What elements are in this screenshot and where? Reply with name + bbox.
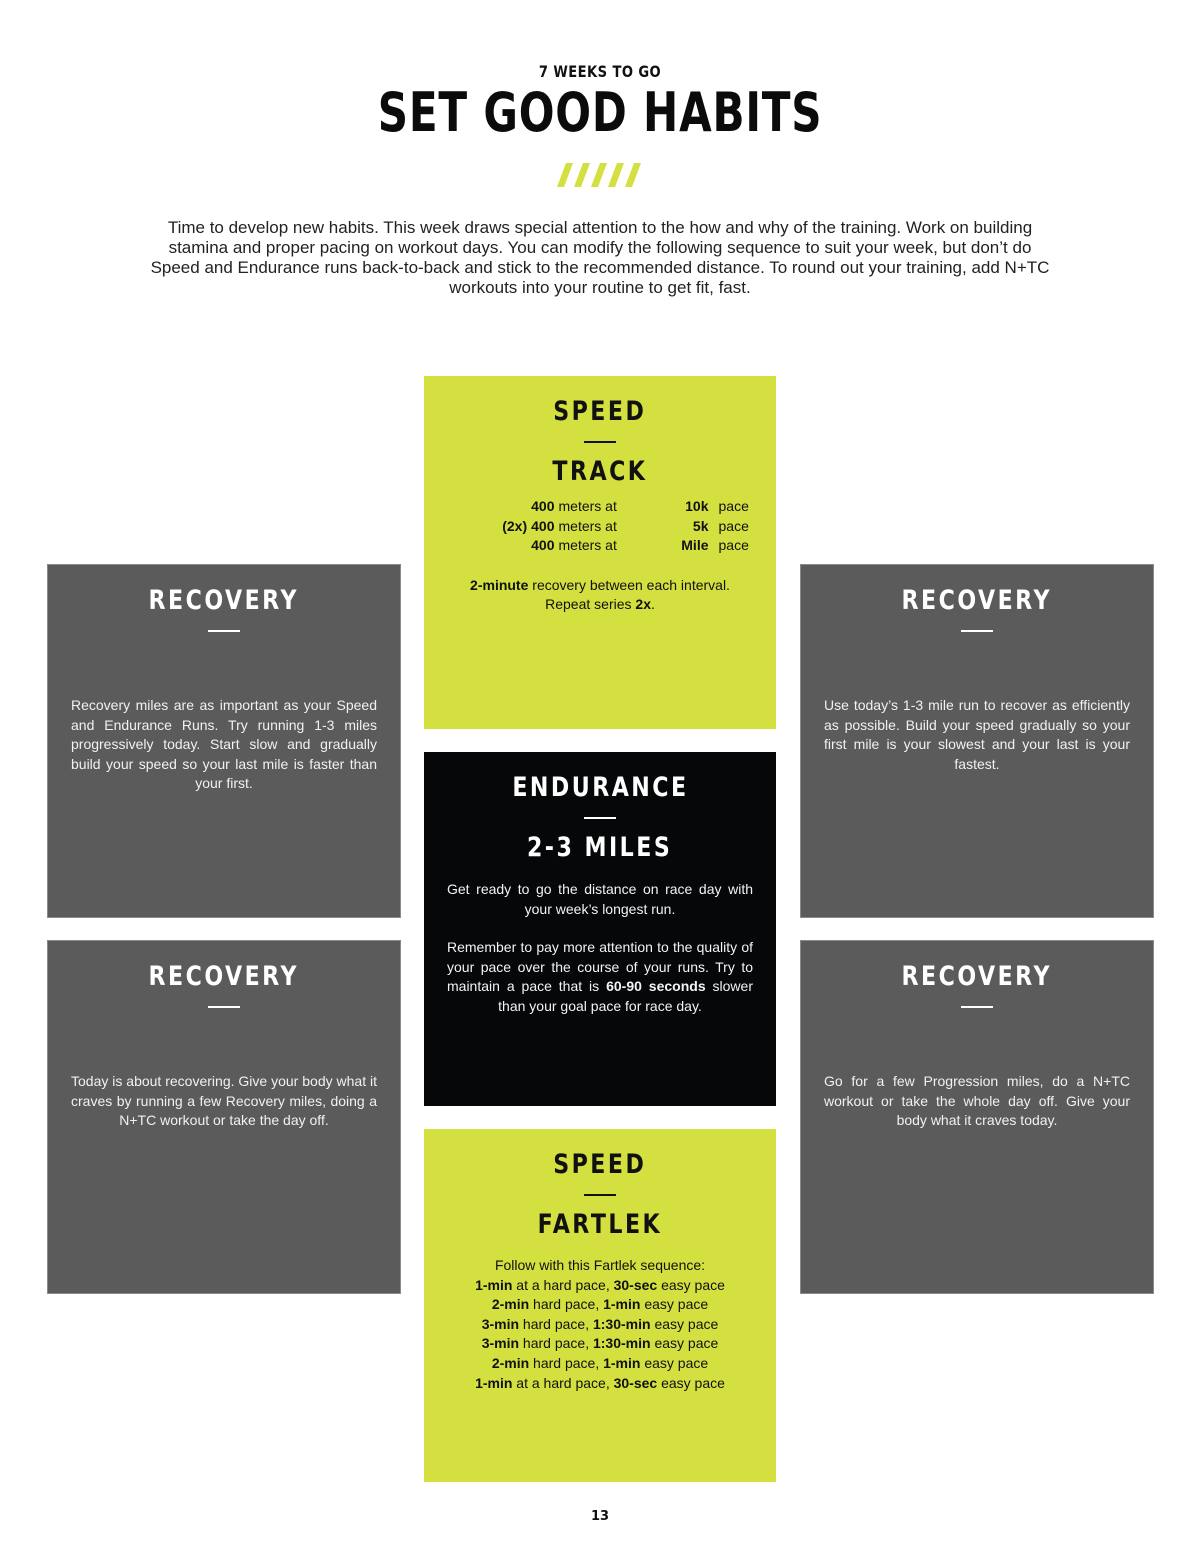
recovery-text: Recovery miles are as important as your Speed and Endurance Runs. Try running 1-3 miles progressively today. Start slow and gradually build your speed so your last mile is faster than your first. bbox=[71, 697, 377, 792]
track-intervals-table bbox=[451, 497, 749, 556]
speed-fartlek-card bbox=[424, 1129, 776, 1482]
divider bbox=[584, 441, 616, 443]
fartlek-step: 3-min hard pace, 1:30-min easy pace bbox=[481, 1335, 719, 1352]
divider bbox=[208, 1006, 240, 1008]
recovery-heading: RECOVERY bbox=[901, 961, 1053, 992]
divider bbox=[584, 817, 616, 819]
fartlek-step: 3-min hard pace, 1:30-min easy pace bbox=[481, 1315, 719, 1332]
recovery-heading: RECOVERY bbox=[901, 585, 1053, 616]
recovery-text: Use today’s 1-3 mile run to recover as efficiently as possible. Build your speed gradually so your first mile is your slowest and your last is your fastest. bbox=[824, 697, 1130, 772]
interval-row: (2x) 400 meters at 5k pace bbox=[502, 517, 749, 534]
divider bbox=[961, 630, 993, 632]
interval-row: 400 meters at Mile pace bbox=[531, 537, 749, 554]
recovery-card-top-right bbox=[800, 564, 1154, 918]
endurance-text-2: Remember to pay more attention to the quality of your pace over the course of your runs. Try to maintain a pace that is 60-90 seconds slower than your goal pace for race day. bbox=[447, 939, 753, 1014]
fartlek-intro: Follow with this Fartlek sequence: bbox=[494, 1257, 706, 1273]
endurance-card bbox=[424, 752, 776, 1106]
endurance-text-1: Get ready to go the distance on race day with your week’s longest run. bbox=[447, 881, 753, 917]
speed-track-card bbox=[424, 376, 776, 729]
recovery-text: Go for a few Progression miles, do a N+TC workout or take the whole day off. Give your body what it craves today. bbox=[824, 1073, 1130, 1129]
week-kicker: 7 WEEKS TO GO bbox=[538, 62, 662, 81]
divider bbox=[208, 630, 240, 632]
recovery-text: Today is about recovering. Give your body what it craves by running a few Recovery miles, doing a N+TC workout or take the day off. bbox=[71, 1073, 377, 1129]
recovery-heading: RECOVERY bbox=[148, 585, 300, 616]
intro-paragraph: Time to develop new habits. This week draws special attention to the how and why of the training. Work on building stamina and proper pacing on workout days. You can modify the following sequence to suit your week, but don’t do Speed and Endurance runs back-to-back and stick to the recommended distance. To round out your training, add N+TC workouts into your routine to get fit, fast. bbox=[150, 218, 1050, 297]
fartlek-step: 2-min hard pace, 1-min easy pace bbox=[491, 1296, 709, 1313]
page-number: 13 bbox=[590, 1509, 610, 1524]
speed-track-heading: SPEED bbox=[553, 396, 647, 427]
interval-row: 400 meters at 10k pace bbox=[531, 498, 749, 514]
fartlek-step: 2-min hard pace, 1-min easy pace bbox=[491, 1354, 709, 1371]
fartlek-step: 1-min at a hard pace, 30-sec easy pace bbox=[475, 1374, 725, 1391]
track-recovery-note: 2-minute recovery between each interval. Repeat series 2x. bbox=[470, 576, 730, 613]
recovery-heading: RECOVERY bbox=[148, 961, 300, 992]
speed-fartlek-heading: SPEED bbox=[553, 1149, 647, 1180]
page-title-text: SET GOOD HABITS bbox=[377, 81, 823, 144]
fartlek-step: 1-min at a hard pace, 30-sec easy pace bbox=[475, 1276, 725, 1293]
endurance-distance: 2-3 MILES bbox=[527, 832, 673, 863]
recovery-card-bottom-left bbox=[47, 940, 401, 1294]
recovery-card-bottom-right bbox=[800, 940, 1154, 1294]
divider bbox=[961, 1006, 993, 1008]
accent-stripes-icon bbox=[557, 163, 643, 187]
recovery-card-top-left bbox=[47, 564, 401, 918]
endurance-heading: ENDURANCE bbox=[511, 772, 689, 803]
page-title bbox=[0, 81, 1200, 144]
speed-track-subheading: TRACK bbox=[552, 456, 648, 487]
speed-fartlek-subheading: FARTLEK bbox=[537, 1209, 663, 1240]
divider bbox=[584, 1194, 616, 1196]
